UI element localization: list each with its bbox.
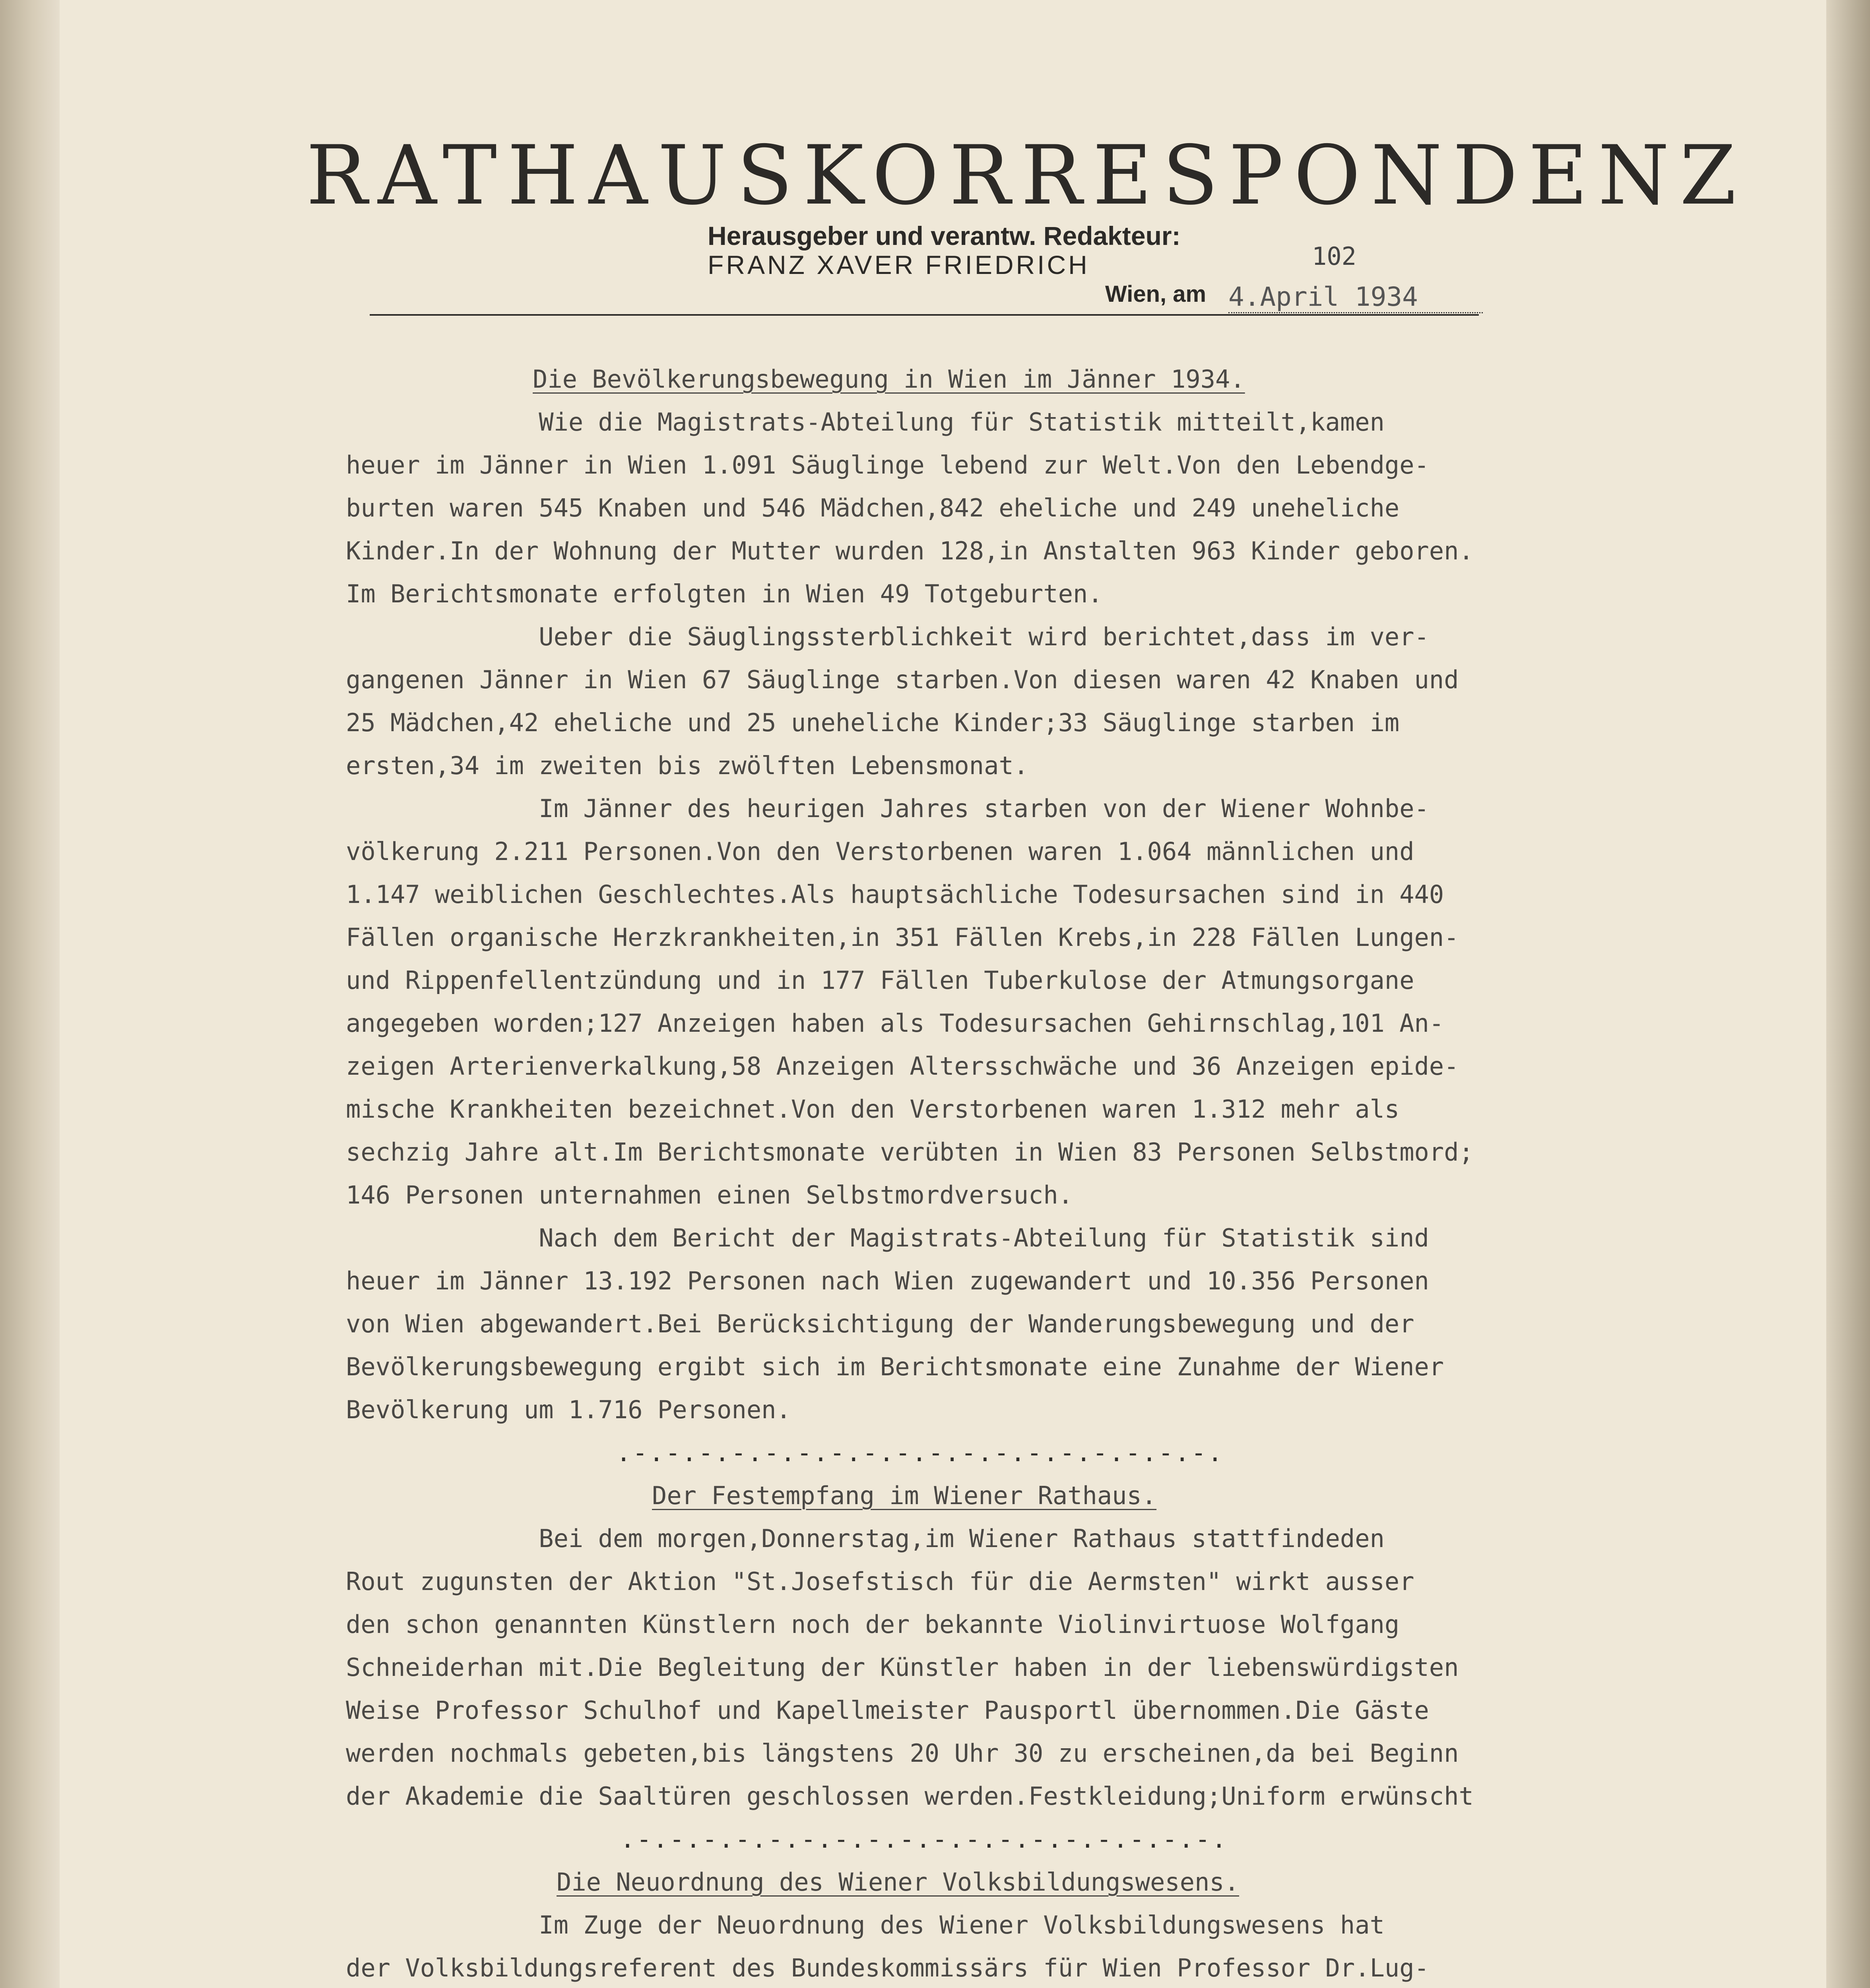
article-body xyxy=(346,1517,1562,1818)
document-body xyxy=(346,358,1562,1988)
issue-date: 4.April 1934 xyxy=(1228,282,1483,313)
text-line: Nach dem Bericht der Magistrats-Abteilung für Statistik sind xyxy=(346,1223,1429,1252)
text-line: heuer im Jänner in Wien 1.091 Säuglinge lebend zur Welt.Von den Lebendge- xyxy=(346,450,1429,480)
text-line: 146 Personen unternahmen einen Selbstmordversuch. xyxy=(346,1180,1073,1209)
text-line: von Wien abgewandert.Bei Berücksichtigung der Wanderungsbewegung und der xyxy=(346,1309,1414,1338)
article-body xyxy=(346,1904,1562,1988)
text-line: Im Jänner des heurigen Jahres starben von der Wiener Wohnbe- xyxy=(346,794,1429,823)
text-line: Fällen organische Herzkrankheiten,in 351 Fällen Krebs,in 228 Fällen Lungen- xyxy=(346,923,1459,952)
text-line: Kinder.In der Wohnung der Mutter wurden 128,in Anstalten 963 Kinder geboren. xyxy=(346,536,1474,565)
article-title: Der Festempfang im Wiener Rathaus. xyxy=(652,1481,1157,1510)
publisher-label: Herausgeber und verantw. Redakteur: xyxy=(708,221,1181,250)
text-line: der Akademie die Saaltüren geschlossen werden.Festkleidung;Uniform erwünscht xyxy=(346,1782,1474,1811)
text-line: heuer im Jänner 13.192 Personen nach Wien zugewandert und 10.356 Personen xyxy=(346,1266,1429,1295)
text-line: Bevölkerungsbewegung ergibt sich im Berichtsmonate eine Zunahme der Wiener xyxy=(346,1352,1444,1381)
publisher-name: FRANZ XAVER FRIEDRICH xyxy=(708,250,1090,280)
text-line: Weise Professor Schulhof und Kapellmeister Pausportl übernommen.Die Gäste xyxy=(346,1696,1429,1725)
article-body xyxy=(346,401,1562,1431)
header-rule xyxy=(370,314,1479,316)
text-line: Wie die Magistrats-Abteilung für Statistik mitteilt,kamen xyxy=(346,408,1385,437)
text-line: 1.147 weiblichen Geschlechtes.Als hauptsächliche Todesursachen sind in 440 xyxy=(346,880,1444,909)
article-title: Die Bevölkerungsbewegung in Wien im Jänner 1934. xyxy=(533,365,1245,394)
text-line: der Volksbildungsreferent des Bundeskommissärs für Wien Professor Dr.Lug- xyxy=(346,1953,1429,1982)
text-line: Im Zuge der Neuordnung des Wiener Volksbildungswesens hat xyxy=(346,1910,1385,1939)
text-line: sechzig Jahre alt.Im Berichtsmonate verübten in Wien 83 Personen Selbstmord; xyxy=(346,1138,1474,1167)
text-line: Im Berichtsmonate erfolgten in Wien 49 Totgeburten. xyxy=(346,579,1103,608)
text-line: und Rippenfellentzündung und in 177 Fällen Tuberkulose der Atmungsorgane xyxy=(346,966,1414,995)
book-binding xyxy=(0,0,60,1988)
text-line: Ueber die Säuglingssterblichkeit wird berichtet,dass im ver- xyxy=(346,622,1429,651)
text-line: burten waren 545 Knaben und 546 Mädchen,842 eheliche und 249 uneheliche xyxy=(346,493,1400,522)
masthead-title: RATHAUSKORRESPONDENZ xyxy=(306,128,1747,223)
text-line: Schneiderhan mit.Die Begleitung der Künstler haben in der liebenswürdigsten xyxy=(346,1653,1459,1682)
text-line: völkerung 2.211 Personen.Von den Verstorbenen waren 1.064 männlichen und xyxy=(346,837,1414,866)
text-line: zeigen Arterienverkalkung,58 Anzeigen Altersschwäche und 36 Anzeigen epide- xyxy=(346,1052,1459,1081)
text-line: Rout zugunsten der Aktion "St.Josefstisch für die Aermsten" wirkt ausser xyxy=(346,1567,1414,1596)
section-separator: .-.-.-.-.-.-.-.-.-.-.-.-.-.-.-.-.-.-. xyxy=(616,1438,1224,1467)
text-line: gangenen Jänner in Wien 67 Säuglinge starben.Von diesen waren 42 Knaben und xyxy=(346,665,1459,694)
text-line: Bei dem morgen,Donnerstag,im Wiener Rathaus stattfindeden xyxy=(346,1524,1385,1553)
text-line: mische Krankheiten bezeichnet.Von den Verstorbenen waren 1.312 mehr als xyxy=(346,1095,1400,1124)
text-line: angegeben worden;127 Anzeigen haben als Todesursachen Gehirnschlag,101 An- xyxy=(346,1009,1444,1038)
text-line: 25 Mädchen,42 eheliche und 25 uneheliche Kinder;33 Säuglinge starben im xyxy=(346,708,1400,737)
text-line: Bevölkerung um 1.716 Personen. xyxy=(346,1395,791,1424)
place-label: Wien, am xyxy=(1105,281,1207,307)
text-line: ersten,34 im zweiten bis zwölften Lebensmonat. xyxy=(346,751,1029,780)
text-line: werden nochmals gebeten,bis längstens 20 Uhr 30 zu erscheinen,da bei Beginn xyxy=(346,1739,1459,1768)
text-line: den schon genannten Künstlern noch der bekannte Violinvirtuose Wolfgang xyxy=(346,1610,1400,1639)
page-edge xyxy=(1826,0,1870,1988)
section-separator: .-.-.-.-.-.-.-.-.-.-.-.-.-.-.-.-.-.-. xyxy=(620,1825,1228,1854)
article-title: Die Neuordnung des Wiener Volksbildungswesens. xyxy=(557,1868,1240,1897)
page-number: 102 xyxy=(1312,242,1356,271)
